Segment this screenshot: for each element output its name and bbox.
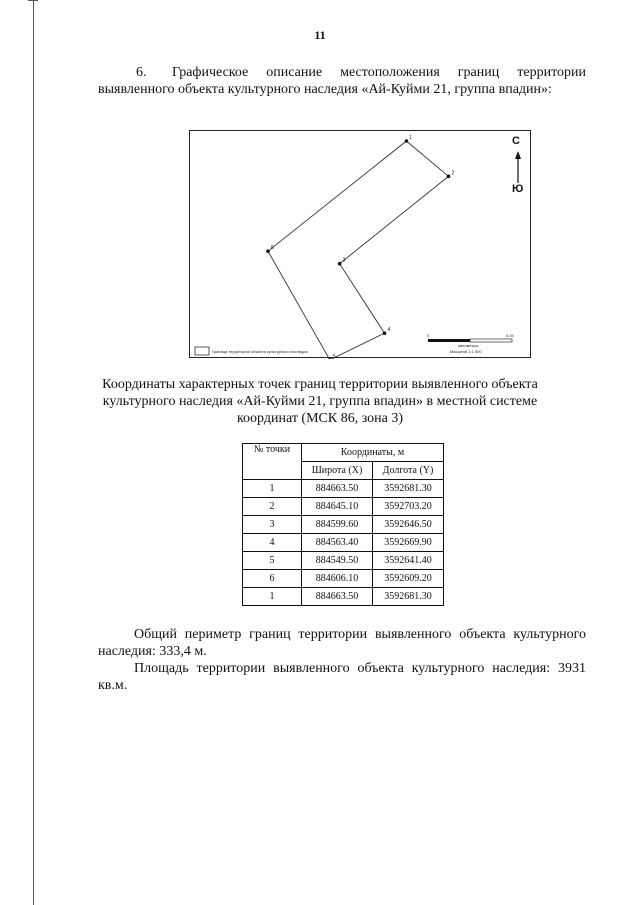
binding-tick	[28, 0, 38, 1]
area-text: Площадь территории выявленного объекта культурного наследия: 3931 кв.м.	[98, 661, 586, 693]
scale-end-label: 0,04	[506, 333, 514, 338]
coordinates-table	[242, 443, 444, 606]
cell-point: 3	[243, 516, 302, 534]
compass-south: Ю	[512, 183, 524, 195]
vertex-label: 4	[387, 327, 391, 334]
scale-units-label: километры	[458, 343, 479, 348]
section-number: 6.	[136, 65, 147, 80]
vertex-point	[447, 175, 451, 179]
cell-y: 3592681.30	[373, 588, 444, 606]
table-row	[243, 588, 444, 606]
table-row	[243, 534, 444, 552]
territory-boundary	[268, 141, 448, 359]
cell-point: 4	[243, 534, 302, 552]
cell-x: 884663.50	[302, 588, 373, 606]
section-heading	[98, 64, 586, 98]
cell-x: 884563.40	[302, 534, 373, 552]
vertex-point	[405, 139, 409, 143]
cell-x: 884645.10	[302, 498, 373, 516]
vertex-point	[266, 249, 270, 253]
perimeter-text: Общий периметр границ территории выявленного объекта культурного наследия: 333,4 м.	[98, 627, 586, 659]
page-number: 11	[314, 28, 326, 42]
header-coords: Координаты, м	[302, 444, 444, 462]
scale-start-label: 0	[427, 333, 430, 338]
cell-y: 3592646.50	[373, 516, 444, 534]
cell-point: 1	[243, 588, 302, 606]
scale-bar	[428, 339, 512, 342]
table-caption: Координаты характерных точек границ территории выявленного объекта культурного наследия «Ай-Куйми 21, группа впадин» в местной системе координат (МСК 86, зона 3)	[102, 377, 538, 426]
cell-y: 3592681.30	[373, 480, 444, 498]
cell-y: 3592669.90	[373, 534, 444, 552]
legend-swatch	[195, 347, 209, 355]
north-arrow-icon	[515, 151, 521, 183]
vertex-label: 5	[332, 353, 336, 359]
scale-text: Масштаб 1:1 000	[450, 349, 482, 354]
cell-x: 884663.50	[302, 480, 373, 498]
cell-y: 3592641.40	[373, 552, 444, 570]
vertex-label: 3	[342, 257, 346, 264]
map-canvas	[190, 131, 532, 359]
cell-x: 884549.50	[302, 552, 373, 570]
table-row	[243, 480, 444, 498]
boundary-map	[189, 130, 531, 358]
vertex-label: 2	[451, 170, 455, 177]
cell-x: 884599.60	[302, 516, 373, 534]
section-text: Графическое описание местоположения границ территории выявленного объекта культурного наследия «Ай-Куйми 21, группа впадин»:	[98, 65, 586, 97]
table-row	[243, 498, 444, 516]
vertex-label: 1	[409, 135, 413, 141]
legend-text: Граница территории объекта культурного наследия	[212, 349, 308, 354]
compass-north: С	[512, 135, 520, 147]
table-row	[243, 552, 444, 570]
table-row	[243, 570, 444, 588]
cell-y: 3592609.20	[373, 570, 444, 588]
cell-point: 1	[243, 480, 302, 498]
cell-y: 3592703.20	[373, 498, 444, 516]
vertex-point	[383, 331, 387, 335]
cell-x: 884606.10	[302, 570, 373, 588]
vertex-label: 6	[271, 245, 274, 252]
header-point: № точки	[243, 444, 302, 480]
header-lat: Широта (X)	[302, 462, 373, 480]
cell-point: 2	[243, 498, 302, 516]
cell-point: 6	[243, 570, 302, 588]
header-lon: Долгота (Y)	[373, 462, 444, 480]
cell-point: 5	[243, 552, 302, 570]
binding-line	[33, 0, 34, 905]
table-row	[243, 516, 444, 534]
vertex-point	[338, 262, 342, 266]
